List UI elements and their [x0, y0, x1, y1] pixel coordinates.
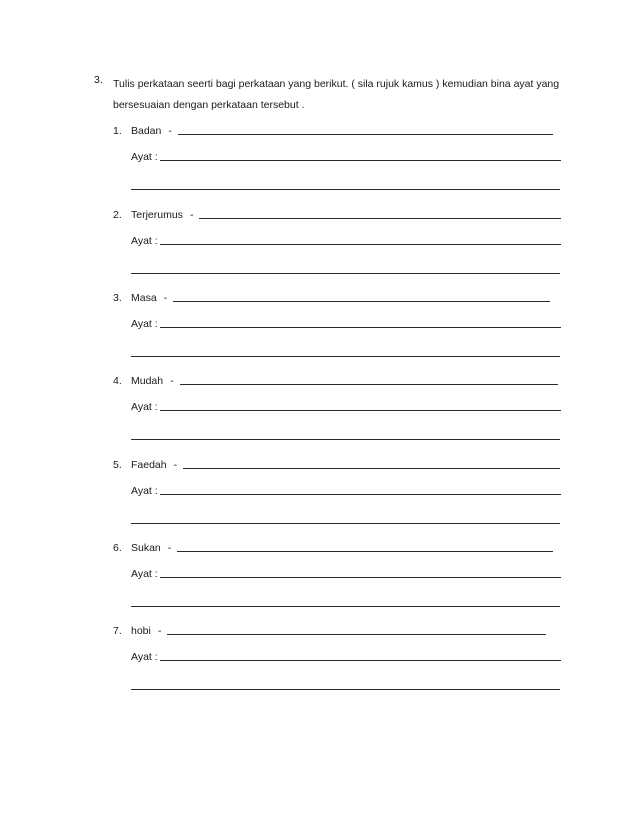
sentence-continuation-line[interactable] [131, 273, 560, 274]
item-word: Masa [131, 292, 157, 304]
ayat-row [131, 149, 561, 163]
synonym-blank[interactable] [199, 208, 561, 219]
item-number: 5. [113, 459, 122, 471]
synonym-blank[interactable] [167, 624, 546, 635]
synonym-blank[interactable] [178, 124, 553, 135]
word-row [113, 540, 553, 554]
item-number: 1. [113, 125, 122, 137]
item-word: Mudah [131, 375, 164, 387]
ayat-row [131, 649, 561, 663]
ayat-label: Ayat : [131, 235, 158, 247]
ayat-label: Ayat : [131, 485, 158, 497]
list-item [113, 290, 563, 370]
ayat-row [131, 233, 561, 247]
synonym-blank[interactable] [173, 291, 550, 302]
synonym-blank[interactable] [183, 458, 560, 469]
item-word: Badan [131, 125, 162, 137]
item-word: Sukan [131, 542, 161, 554]
sentence-blank[interactable] [160, 150, 561, 161]
ayat-row [131, 483, 561, 497]
list-item [113, 540, 563, 620]
word-row [113, 123, 553, 137]
dash-separator: - [157, 625, 162, 637]
sentence-continuation-line[interactable] [131, 189, 560, 190]
sentence-blank[interactable] [160, 484, 561, 495]
sentence-continuation-line[interactable] [131, 523, 560, 524]
dash-separator: - [168, 125, 172, 137]
synonym-blank[interactable] [180, 374, 558, 385]
list-item [113, 373, 563, 453]
word-row [113, 207, 561, 221]
sentence-blank[interactable] [160, 400, 561, 411]
dash-separator: - [189, 209, 194, 221]
dash-separator: - [167, 542, 172, 554]
ayat-row [131, 399, 561, 413]
dash-separator: - [173, 459, 178, 471]
question-number: 3. [94, 74, 103, 86]
sentence-blank[interactable] [160, 234, 561, 245]
sentence-continuation-line[interactable] [131, 356, 560, 357]
sentence-continuation-line[interactable] [131, 606, 560, 607]
word-row [113, 373, 558, 387]
list-item [113, 457, 563, 537]
sentence-continuation-line[interactable] [131, 439, 560, 440]
list-item [113, 623, 563, 703]
question-instruction: Tulis perkataan seerti bagi perkataan yang berikut. ( sila rujuk kamus ) kemudian bina ayat yang bersesuaian dengan perkataan tersebut . [113, 78, 560, 111]
word-row [113, 290, 550, 304]
sentence-continuation-line[interactable] [131, 689, 560, 690]
dash-separator: - [170, 375, 174, 387]
ayat-label: Ayat : [131, 151, 158, 163]
item-word: Faedah [131, 459, 167, 471]
ayat-label: Ayat : [131, 651, 158, 663]
ayat-label: Ayat : [131, 318, 158, 330]
item-number: 7. [113, 625, 122, 637]
ayat-row [131, 316, 561, 330]
item-word: hobi [131, 625, 151, 637]
sentence-blank[interactable] [160, 650, 561, 661]
ayat-label: Ayat : [131, 568, 158, 580]
synonym-blank[interactable] [177, 541, 553, 552]
ayat-row [131, 566, 561, 580]
word-row [113, 457, 560, 471]
item-number: 4. [113, 375, 122, 387]
sentence-blank[interactable] [160, 567, 561, 578]
item-number: 2. [113, 209, 122, 221]
item-number: 6. [113, 542, 122, 554]
word-row [113, 623, 546, 637]
list-item [113, 123, 563, 203]
item-word: Terjerumus [131, 209, 183, 221]
dash-separator: - [163, 292, 168, 304]
sentence-blank[interactable] [160, 317, 561, 328]
ayat-label: Ayat : [131, 401, 158, 413]
list-item [113, 207, 563, 287]
item-number: 3. [113, 292, 122, 304]
